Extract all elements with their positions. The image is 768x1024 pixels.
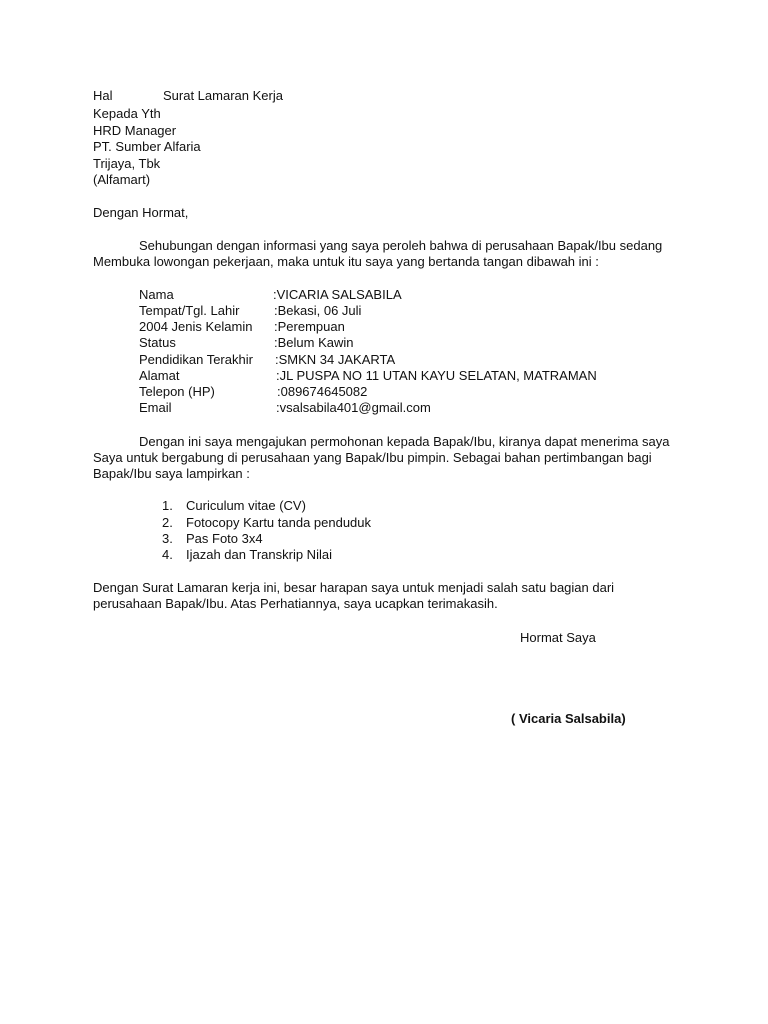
paragraph-line: Membuka lowongan pekerjaan, maka untuk itu saya yang bertanda tangan dibawah ini :	[93, 254, 599, 269]
signature-name: ( Vicaria Salsabila)	[511, 711, 626, 726]
info-value: :Bekasi, 06 Juli	[274, 303, 362, 318]
list-number: 3.	[162, 531, 173, 546]
info-value: :JL PUSPA NO 11 UTAN KAYU SELATAN, MATRAMAN	[276, 368, 597, 383]
recipient-line: HRD Manager	[93, 122, 177, 138]
info-value: :Belum Kawin	[274, 335, 354, 350]
list-item: Curiculum vitae (CV)	[186, 498, 306, 513]
closing-line: perusahaan Bapak/Ibu. Atas Perhatiannya, saya ucapkan terimakasih.	[93, 596, 498, 611]
list-item: Ijazah dan Transkrip Nilai	[186, 547, 332, 562]
recipient-line: PT. Sumber Alfaria	[93, 139, 201, 154]
info-label: Tempat/Tgl. Lahir	[139, 303, 240, 318]
info-value: :Perempuan	[274, 319, 345, 334]
subject-value: Surat Lamaran Kerja	[163, 88, 283, 103]
recipient-block	[93, 106, 201, 189]
list-number: 1.	[162, 498, 173, 513]
info-value: :089674645082	[277, 384, 368, 399]
regards-text: Hormat Saya	[520, 630, 596, 645]
info-label: Email	[139, 400, 172, 415]
recipient-line: Kepada Yth	[93, 106, 161, 121]
list-number: 2.	[162, 515, 173, 530]
paragraph-line: Sehubungan dengan informasi yang saya peroleh bahwa di perusahaan Bapak/Ibu sedang	[139, 238, 663, 253]
info-label: Telepon (HP)	[139, 384, 215, 399]
recipient-line: Trijaya, Tbk	[93, 155, 161, 171]
list-number: 4.	[162, 547, 173, 562]
info-label: Nama	[139, 287, 174, 302]
closing-line: Dengan Surat Lamaran kerja ini, besar harapan saya untuk menjadi salah satu bagian dari	[93, 580, 615, 595]
info-label: Pendidikan Terakhir	[139, 352, 253, 367]
info-value: :SMKN 34 JAKARTA	[275, 352, 396, 367]
info-label: Status	[139, 335, 176, 350]
paragraph-line: Saya untuk bergabung di perusahaan yang Bapak/Ibu pimpin. Sebagai bahan pertimbangan bagi	[93, 450, 652, 465]
info-value: :vsalsabila401@gmail.com	[276, 400, 431, 415]
info-label: 2004 Jenis Kelamin	[139, 319, 253, 334]
paragraph-line: Bapak/Ibu saya lampirkan :	[93, 466, 250, 481]
list-item: Pas Foto 3x4	[186, 531, 263, 546]
recipient-line: (Alfamart)	[93, 172, 151, 187]
greeting: Dengan Hormat,	[93, 205, 189, 220]
list-item: Fotocopy Kartu tanda penduduk	[186, 515, 372, 530]
info-value: :VICARIA SALSABILA	[273, 287, 402, 302]
paragraph-line: Dengan ini saya mengajukan permohonan kepada Bapak/Ibu, kiranya dapat menerima saya	[139, 434, 670, 449]
subject-label: Hal	[93, 88, 113, 103]
info-label: Alamat	[139, 368, 180, 383]
